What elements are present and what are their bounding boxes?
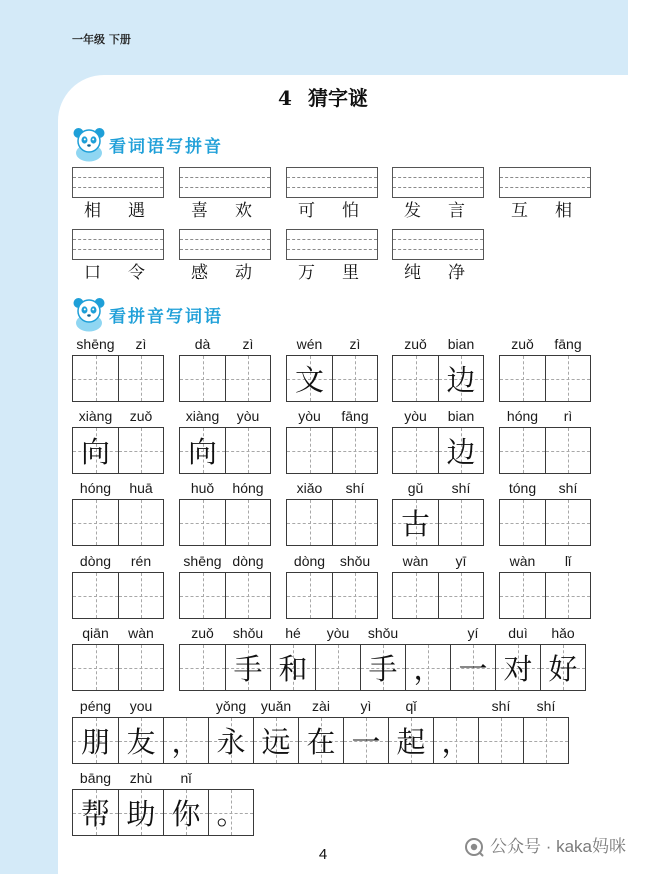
grade-label: 一年级 下册 xyxy=(72,33,131,46)
word-box xyxy=(72,480,164,546)
character-cell[interactable] xyxy=(225,408,270,473)
word-box xyxy=(392,480,484,546)
pinyin-label: dà xyxy=(194,336,211,352)
blank-character xyxy=(479,718,523,763)
pinyin-label: dòng xyxy=(232,553,264,569)
given-character: ， xyxy=(413,652,443,686)
pinyin-label: yuǎn xyxy=(260,698,292,714)
blank-character xyxy=(333,500,377,545)
pinyin-label: zì xyxy=(135,336,147,352)
blank-character xyxy=(180,645,225,690)
blank-character xyxy=(180,573,225,618)
character-cell xyxy=(180,408,225,473)
lesson-name: 猜字谜 xyxy=(307,86,368,110)
pinyin-label: qǐ xyxy=(405,698,417,714)
character-cell[interactable] xyxy=(523,698,568,763)
pinyin-label: péng xyxy=(79,698,112,714)
character-cell xyxy=(208,790,253,835)
word-box xyxy=(499,336,591,402)
pinyin-label: qiān xyxy=(82,625,109,641)
pinyin-label: shēng xyxy=(76,336,115,352)
character-cell[interactable] xyxy=(500,408,545,473)
page-number: 4 xyxy=(318,846,328,863)
pinyin-label: wàn xyxy=(402,553,429,569)
character-cell[interactable] xyxy=(73,625,118,690)
character-cell[interactable] xyxy=(180,336,225,401)
pinyin-label: zuǒ xyxy=(511,336,534,352)
pinyin-label: bian xyxy=(447,336,475,352)
character-cell[interactable] xyxy=(545,408,590,473)
pinyin-label: yòu xyxy=(326,625,350,641)
character-cell[interactable] xyxy=(332,336,377,401)
given-character: 远 xyxy=(261,725,291,759)
character-cell[interactable] xyxy=(332,553,377,618)
blank-character xyxy=(393,356,438,401)
blank-character xyxy=(439,573,483,618)
pinyin-label: fāng xyxy=(554,336,582,352)
word-prompt: 可怕 xyxy=(298,201,386,221)
pinyin-label: zhù xyxy=(129,770,153,786)
given-character: ， xyxy=(171,725,201,759)
blank-character xyxy=(500,500,545,545)
given-character: 助 xyxy=(126,797,156,831)
word-box xyxy=(286,408,378,474)
given-character: 友 xyxy=(126,725,156,759)
blank-character xyxy=(73,500,118,545)
pinyin-label: shǒu xyxy=(367,625,399,641)
blank-character xyxy=(73,356,118,401)
character-cell xyxy=(287,336,332,401)
character-cell[interactable] xyxy=(545,336,590,401)
pinyin-label: shēng xyxy=(183,553,222,569)
character-cell xyxy=(438,336,483,401)
character-cell xyxy=(73,770,118,835)
given-character: 一 xyxy=(351,725,381,759)
pinyin-label: hé xyxy=(285,625,301,641)
word-box xyxy=(499,408,591,474)
pinyin-label: lǐ xyxy=(564,553,572,569)
blank-character xyxy=(393,428,438,473)
blank-character xyxy=(73,645,118,690)
blank-character xyxy=(393,573,438,618)
word-box xyxy=(72,408,164,474)
character-cell[interactable] xyxy=(332,408,377,473)
character-cell xyxy=(225,625,270,690)
pinyin-label: shí xyxy=(536,698,556,714)
word-box xyxy=(392,336,484,402)
character-cell xyxy=(118,698,163,763)
pinyin-label: xiǎo xyxy=(296,480,323,496)
given-character: 向 xyxy=(187,435,217,469)
character-cell xyxy=(388,698,433,763)
character-cell[interactable] xyxy=(393,408,438,473)
blank-character xyxy=(119,500,163,545)
pinyin-label: yòu xyxy=(236,408,260,424)
blank-character xyxy=(119,573,163,618)
pinyin-label: shí xyxy=(451,480,471,496)
blank-character xyxy=(73,573,118,618)
blank-character xyxy=(546,500,590,545)
character-cell[interactable] xyxy=(225,336,270,401)
pinyin-label: shí xyxy=(491,698,511,714)
character-cell xyxy=(253,698,298,763)
pinyin-label: rén xyxy=(130,553,152,569)
blank-character xyxy=(333,573,377,618)
character-cell[interactable] xyxy=(118,625,163,690)
blank-character xyxy=(500,356,545,401)
character-cell xyxy=(163,770,208,835)
character-cell[interactable] xyxy=(118,553,163,618)
blank-character xyxy=(316,645,360,690)
character-cell xyxy=(298,698,343,763)
character-cell xyxy=(540,625,585,690)
character-cell[interactable] xyxy=(500,480,545,545)
given-character: 朋 xyxy=(80,725,110,759)
character-cell[interactable] xyxy=(332,480,377,545)
character-cell[interactable] xyxy=(287,553,332,618)
given-character: 和 xyxy=(278,652,308,686)
character-cell xyxy=(73,408,118,473)
word-box xyxy=(179,336,271,402)
section-heading-read-text: 看词语写拼音 xyxy=(109,136,223,157)
blank-character xyxy=(546,573,590,618)
blank-character xyxy=(287,428,332,473)
character-cell[interactable] xyxy=(438,553,483,618)
character-cell[interactable] xyxy=(315,625,360,690)
given-character: 手 xyxy=(368,652,398,686)
character-cell[interactable] xyxy=(393,553,438,618)
character-cell[interactable] xyxy=(545,553,590,618)
word-box xyxy=(499,553,591,619)
pinyin-label: shí xyxy=(345,480,365,496)
section-heading-write-text: 看拼音写词语 xyxy=(109,306,223,327)
given-character: ， xyxy=(441,725,471,759)
word-box xyxy=(499,480,591,546)
pinyin-label: tóng xyxy=(508,480,537,496)
pinyin-label: fāng xyxy=(341,408,369,424)
word-box xyxy=(72,698,569,764)
blank-character xyxy=(524,718,568,763)
pinyin-label: xiàng xyxy=(78,408,113,424)
given-character: 一 xyxy=(458,652,488,686)
word-prompt: 互相 xyxy=(511,201,599,221)
pinyin-label: rì xyxy=(563,408,573,424)
character-cell[interactable] xyxy=(545,480,590,545)
character-cell[interactable] xyxy=(180,553,225,618)
character-cell xyxy=(270,625,315,690)
blank-character xyxy=(226,500,270,545)
character-cell xyxy=(438,408,483,473)
word-box xyxy=(179,408,271,474)
pinyin-label: shí xyxy=(558,480,578,496)
pinyin-label: yì xyxy=(360,698,372,714)
character-cell[interactable] xyxy=(287,408,332,473)
wechat-official-account-icon-graphic xyxy=(464,837,484,857)
word-box xyxy=(286,553,378,619)
given-character: 边 xyxy=(446,435,476,469)
word-box xyxy=(286,480,378,546)
pinyin-label: huǒ xyxy=(190,480,215,496)
blank-character xyxy=(226,428,270,473)
pinyin-label: yòu xyxy=(298,408,321,424)
pinyin-label: hǎo xyxy=(551,625,575,641)
character-cell[interactable] xyxy=(180,480,225,545)
character-cell[interactable] xyxy=(225,553,270,618)
character-cell xyxy=(163,718,208,763)
word-prompt: 口令 xyxy=(84,263,172,283)
word-box xyxy=(392,553,484,619)
word-box xyxy=(179,480,271,546)
blank-character xyxy=(500,428,545,473)
character-cell xyxy=(73,698,118,763)
pinyin-label: wén xyxy=(296,336,323,352)
pinyin-label: hóng xyxy=(506,408,539,424)
pinyin-label: nǐ xyxy=(180,770,192,786)
pinyin-label: shǒu xyxy=(339,553,371,569)
character-cell[interactable] xyxy=(225,480,270,545)
blank-character xyxy=(546,428,590,473)
given-character: 古 xyxy=(400,507,430,541)
given-character: 永 xyxy=(216,725,246,759)
given-character: 好 xyxy=(548,652,578,686)
character-cell xyxy=(208,698,253,763)
given-character: 文 xyxy=(294,363,324,397)
pinyin-label: bāng xyxy=(79,770,112,786)
given-character: 。 xyxy=(216,797,246,831)
pinyin-label: wàn xyxy=(509,553,536,569)
blank-character xyxy=(439,500,483,545)
blank-character xyxy=(546,356,590,401)
word-box xyxy=(72,553,164,619)
blank-character xyxy=(287,500,332,545)
pinyin-label: zuǒ xyxy=(129,408,153,424)
character-cell[interactable] xyxy=(180,625,225,690)
pinyin-label: yǒng xyxy=(215,698,247,714)
pinyin-label: shǒu xyxy=(232,625,264,641)
character-cell xyxy=(405,645,450,690)
word-prompt: 喜欢 xyxy=(191,201,279,221)
character-cell xyxy=(360,625,405,690)
blank-character xyxy=(333,356,377,401)
pinyin-label: duì xyxy=(508,625,528,641)
pinyin-label: zuǒ xyxy=(404,336,427,352)
pinyin-label: zì xyxy=(242,336,254,352)
pinyin-label: zì xyxy=(349,336,361,352)
character-cell[interactable] xyxy=(118,480,163,545)
pinyin-label: hóng xyxy=(232,480,264,496)
blank-character xyxy=(226,356,270,401)
given-character: 边 xyxy=(446,363,476,397)
character-cell[interactable] xyxy=(73,480,118,545)
pinyin-label: yī xyxy=(455,553,467,569)
pinyin-label: hóng xyxy=(79,480,112,496)
character-cell xyxy=(450,625,495,690)
character-cell[interactable] xyxy=(500,553,545,618)
pinyin-label: yí xyxy=(467,625,479,641)
character-cell[interactable] xyxy=(118,408,163,473)
wechat-official-account-icon xyxy=(464,837,484,857)
word-prompt: 发言 xyxy=(404,201,492,221)
character-cell xyxy=(495,625,540,690)
character-cell[interactable] xyxy=(500,336,545,401)
pinyin-label: zuǒ xyxy=(191,625,214,641)
given-character: 在 xyxy=(306,725,336,759)
pinyin-label: dòng xyxy=(79,553,112,569)
blank-character xyxy=(119,645,163,690)
given-character: 你 xyxy=(171,797,201,831)
word-prompt: 纯净 xyxy=(404,263,492,283)
word-box xyxy=(179,553,271,619)
blank-character xyxy=(180,356,225,401)
pinyin-label: you xyxy=(129,698,153,714)
character-cell xyxy=(433,718,478,763)
blank-character xyxy=(180,500,225,545)
word-prompt: 相遇 xyxy=(84,201,172,221)
character-cell xyxy=(118,770,163,835)
word-box xyxy=(72,336,164,402)
pinyin-label: gǔ xyxy=(407,480,424,496)
lesson-number: 4 xyxy=(278,86,292,110)
blank-character xyxy=(119,356,163,401)
pinyin-label: wàn xyxy=(128,625,154,641)
blank-character xyxy=(287,573,332,618)
blank-character xyxy=(333,428,377,473)
character-cell[interactable] xyxy=(478,698,523,763)
blank-character xyxy=(500,573,545,618)
character-cell[interactable] xyxy=(118,336,163,401)
word-box xyxy=(286,336,378,402)
pinyin-label: yòu xyxy=(404,408,427,424)
character-cell[interactable] xyxy=(393,336,438,401)
word-box xyxy=(179,625,586,691)
watermark xyxy=(464,837,626,857)
pinyin-label: zài xyxy=(312,698,330,714)
word-prompt: 万里 xyxy=(298,263,386,283)
blank-character xyxy=(119,428,163,473)
word-box xyxy=(72,625,164,691)
word-prompt: 感动 xyxy=(191,263,279,283)
pinyin-label: huā xyxy=(129,480,153,496)
given-character: 对 xyxy=(503,652,533,686)
word-box xyxy=(392,408,484,474)
given-character: 向 xyxy=(80,435,110,469)
given-character: 帮 xyxy=(80,797,110,831)
character-cell[interactable] xyxy=(287,480,332,545)
word-box xyxy=(72,770,254,836)
watermark-text: 公众号 · kaka妈咪 xyxy=(489,837,626,856)
blank-character xyxy=(226,573,270,618)
pinyin-label: bian xyxy=(447,408,475,424)
character-cell[interactable] xyxy=(438,480,483,545)
character-cell xyxy=(343,698,388,763)
character-cell[interactable] xyxy=(73,336,118,401)
pinyin-label: dòng xyxy=(293,553,326,569)
given-character: 手 xyxy=(233,652,263,686)
character-cell[interactable] xyxy=(73,553,118,618)
character-cell xyxy=(393,480,438,545)
pinyin-label: xiàng xyxy=(185,408,220,424)
given-character: 起 xyxy=(396,725,426,759)
